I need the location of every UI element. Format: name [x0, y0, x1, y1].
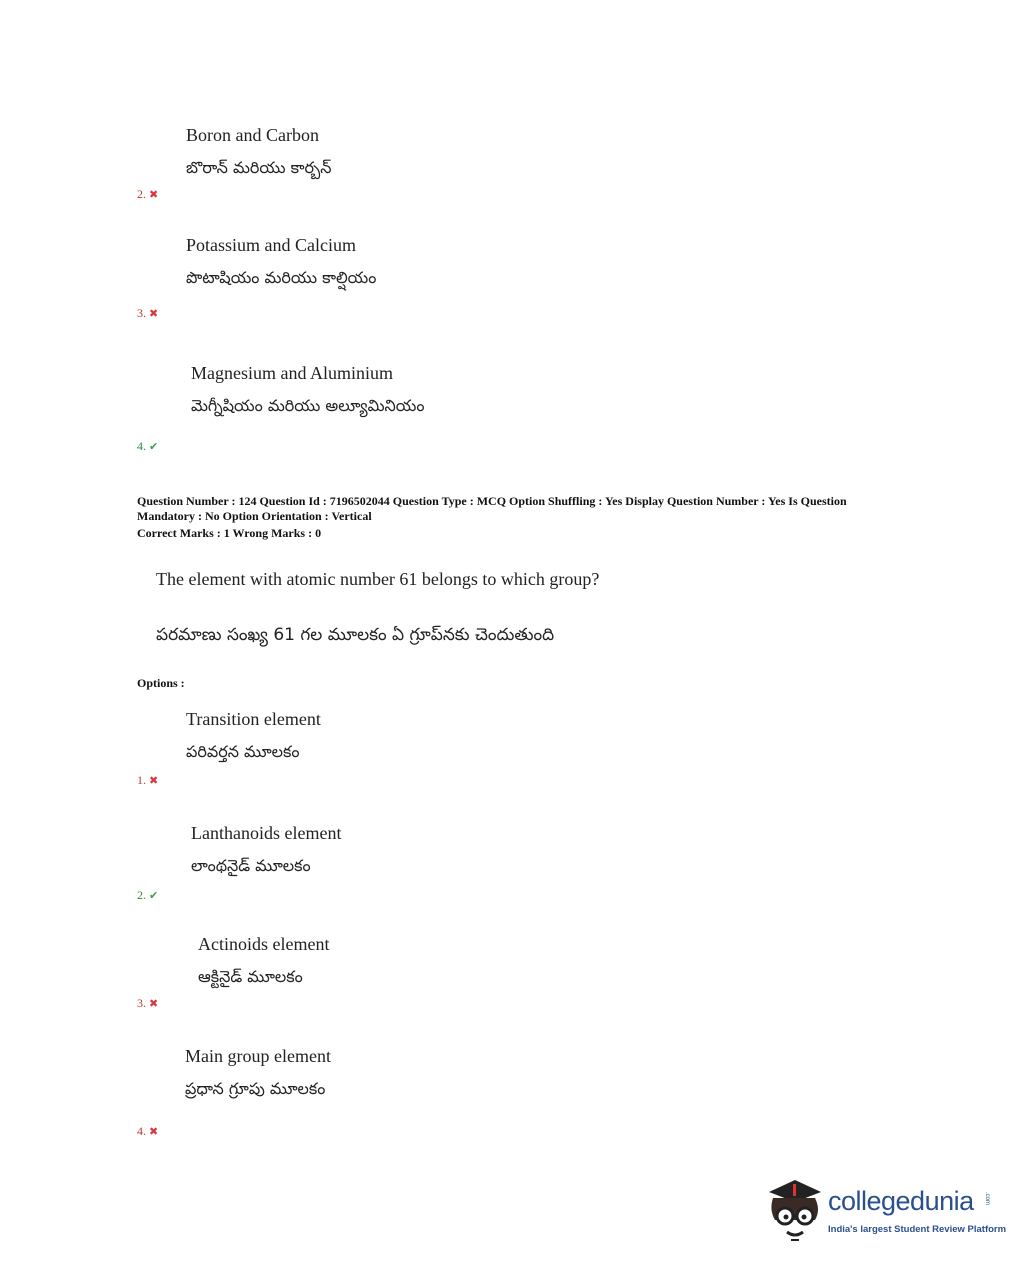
check-icon: ✔	[149, 440, 159, 453]
option-number: 2.	[137, 187, 146, 201]
option-1-marker	[137, 773, 158, 788]
option-number: 3.	[137, 996, 146, 1010]
logo-tagline: India's largest Student Review Platform	[828, 1224, 1007, 1235]
prev-option-4-telugu: మెగ్నీషియం మరియు అల్యూమినియం	[191, 396, 425, 415]
logo-domain: .com	[984, 1192, 990, 1206]
mascot-icon	[765, 1176, 825, 1246]
option-3-marker	[137, 996, 158, 1011]
prev-option-4-marker	[137, 439, 158, 454]
option-2-telugu: లాంథనైడ్ మూలకం	[191, 856, 311, 875]
logo-wordmark: collegedunia	[828, 1186, 974, 1216]
wrong-icon: ✖	[149, 774, 159, 787]
wrong-icon: ✖	[149, 188, 159, 201]
prev-option-2-marker	[137, 187, 158, 202]
option-number: 1.	[137, 773, 146, 787]
collegedunia-logo	[765, 1176, 1007, 1246]
option-3-english: Actinoids element	[198, 934, 330, 954]
wrong-icon: ✖	[149, 307, 159, 320]
prev-option-2-english: Boron and Carbon	[186, 125, 319, 145]
option-1-telugu: పరివర్తన మూలకం	[186, 742, 300, 761]
question-meta: Question Number : 124 Question Id : 7196502044 Question Type : MCQ Option Shuffling : Yes Display Question Number : Yes Is Question Mandatory : No Option Orientation : Vertical	[137, 494, 847, 523]
option-number: 4.	[137, 439, 146, 453]
prev-option-3-marker	[137, 306, 158, 321]
prev-option-4-english: Magnesium and Aluminium	[191, 363, 393, 383]
wrong-icon: ✖	[149, 997, 159, 1010]
wrong-icon: ✖	[149, 1125, 159, 1138]
prev-option-3-english: Potassium and Calcium	[186, 235, 356, 255]
option-number: 3.	[137, 306, 146, 320]
option-4-telugu: ప్రధాన గ్రూపు మూలకం	[185, 1079, 326, 1098]
question-text-english: The element with atomic number 61 belongs to which group?	[156, 569, 600, 589]
prev-option-3-telugu: పొటాషియం మరియు కాల్షియం	[186, 268, 377, 287]
option-2-marker	[137, 888, 158, 903]
check-icon: ✔	[149, 889, 159, 902]
option-4-marker	[137, 1124, 158, 1139]
question-text-telugu: పరమాణు సంఖ్య 61 గల మూలకం ఏ గ్రూప్‌నకు చెందుతుంది	[156, 625, 555, 645]
option-2-english: Lanthanoids element	[191, 823, 342, 843]
option-number: 2.	[137, 888, 146, 902]
question-marks: Correct Marks : 1 Wrong Marks : 0	[137, 526, 322, 540]
option-4-english: Main group element	[185, 1046, 331, 1066]
prev-option-2-telugu: బొరాన్ మరియు కార్బన్	[186, 158, 332, 177]
options-label: Options :	[137, 676, 185, 690]
option-1-english: Transition element	[186, 709, 321, 729]
option-number: 4.	[137, 1124, 146, 1138]
option-3-telugu: ఆక్టినైడ్ మూలకం	[198, 967, 303, 986]
